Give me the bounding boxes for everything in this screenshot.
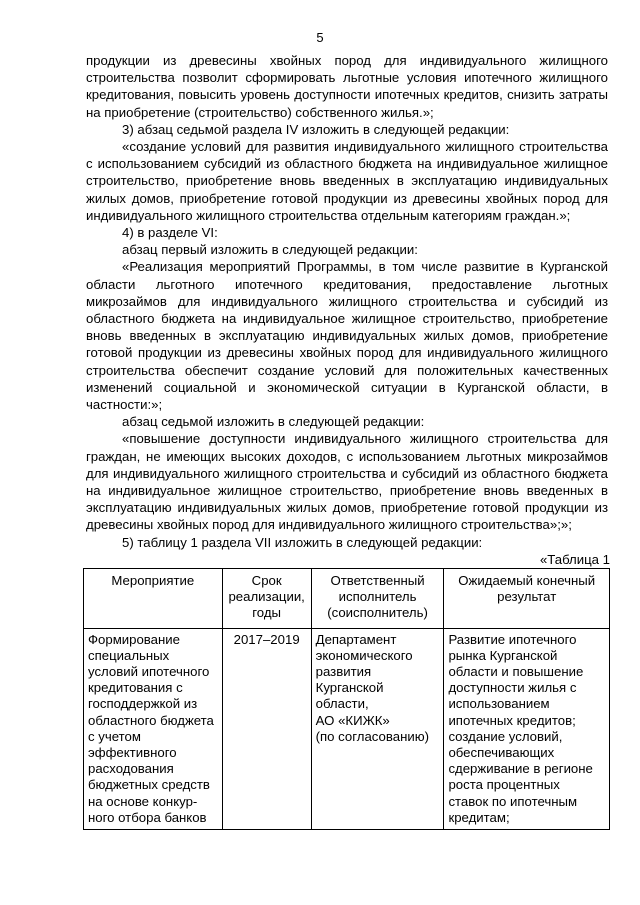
table-cell-measure: Формирование специальных условий ипотечного кредитования с господдержкой из областного бюджета с учетом эффективного расходования бюджетных средств на основе конкур- ного отбора банков [84, 628, 223, 829]
table-caption: «Таблица 1 [539, 552, 610, 567]
column-header: Ожидаемый конечный результат [444, 569, 610, 629]
paragraph: 4) в разделе VI: [122, 225, 218, 241]
table-cell-result: Развитие ипотечного рынка Курганской области и повышение доступности жилья с использованием ипотечных кредитов; создание условий, обеспечивающих сдерживание в регионе роста процентных ставок по ипотечным кредитам; [444, 628, 610, 829]
document-body [86, 52, 608, 551]
paragraph: «повышение доступности индивидуального жилищного строительства для граждан, не имеющих высоких доходов, с использованием льготных микрозаймов для индивидуального жилищного строительства и субсидий из областного бюджета на индивидуальное жилищное строительство, приобретение вновь введенных в эксплуатацию индивидуальных жилых домов, приобретение готовой продукции из древесины хвойных пород для индивидуального жилищного строительства»;»; [86, 431, 608, 533]
table-cell-term: 2017–2019 [222, 628, 311, 829]
column-header: Ответственный исполнитель (соисполнитель) [311, 569, 444, 629]
table-header-row [84, 569, 610, 629]
paragraph: продукции из древесины хвойных пород для индивидуального жилищного строительства позволит сформировать льготные условия ипотечного жилищного кредитования, повысить уровень доступности ипотечных кредитов, снизить затраты на приобретение (строительство) собственного жилья.»; [86, 53, 608, 120]
measures-table [83, 568, 610, 830]
paragraph: «создание условий для развития индивидуального жилищного строительства с использованием субсидий из областного бюджета на индивидуальное жилищное строительство, приобретение вновь введенных в эксплуатацию индивидуальных жилых домов, приобретение готовой продукции из древесины хвойных пород для индивидуального жилищного строительства отдельным категориям граждан.»; [86, 139, 608, 223]
table-row [84, 628, 610, 829]
column-header: Срок реализации, годы [222, 569, 311, 629]
table-cell-executor: Департамент экономического развития Курганской области, АО «КИЖК» (по согласованию) [311, 628, 444, 829]
paragraph: абзац первый изложить в следующей редакции: [122, 242, 418, 258]
paragraph: 5) таблицу 1 раздела VII изложить в следующей редакции: [122, 534, 483, 550]
column-header: Мероприятие [84, 569, 223, 629]
page-number: 5 [316, 30, 324, 45]
paragraph: 3) абзац седьмой раздела IV изложить в следующей редакции: [122, 121, 510, 137]
paragraph: абзац седьмой изложить в следующей редакции: [122, 414, 425, 430]
paragraph: «Реализация мероприятий Программы, в том числе развитие в Курганской области льготного ипотечного кредитования, предоставление льготных микрозаймов для индивидуального жилищного строительства и субсидий из областного бюджета на индивидуальное жилищное строительство, приобретение вновь введенных в эксплуатацию индивидуальных жилых домов, приобретение готовой продукции из древесины хвойных пород для индивидуального жилищного строительства обеспечит создание условий для положительных качественных изменений социальной и экономической ситуации в Курганской области, в частности:»; [86, 259, 608, 413]
